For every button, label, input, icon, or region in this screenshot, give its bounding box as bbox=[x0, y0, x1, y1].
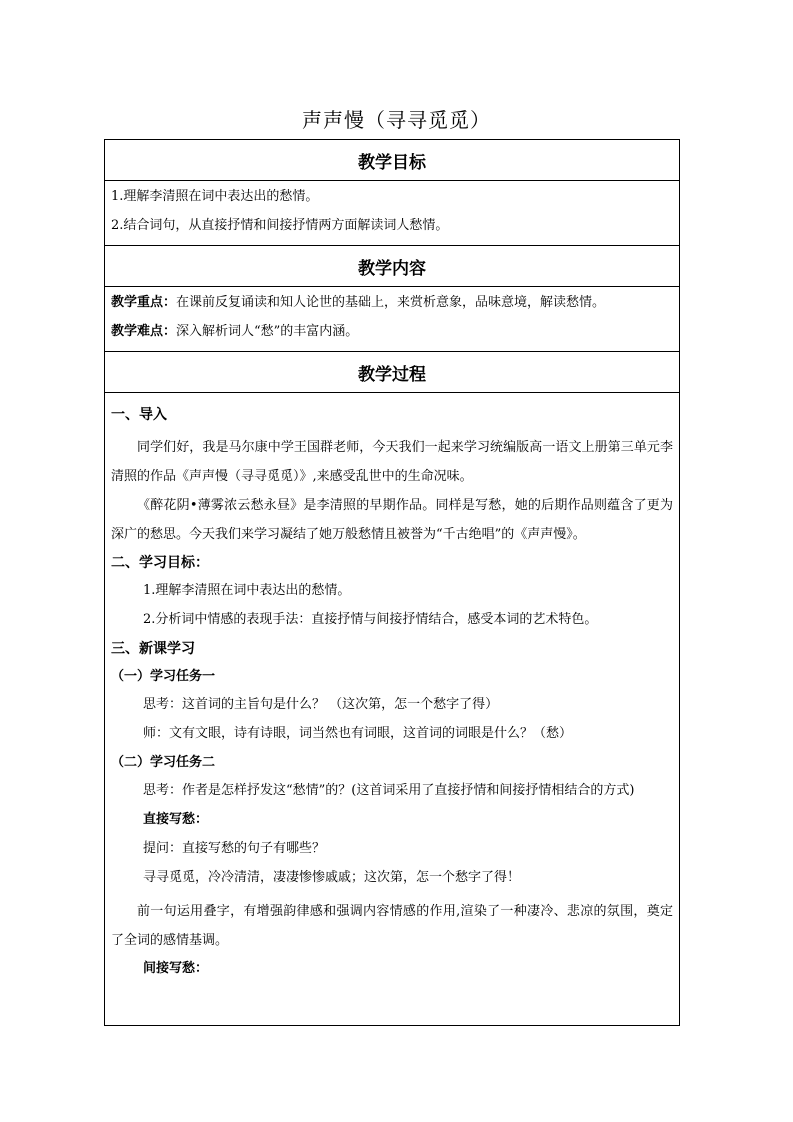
part2-title: 二、学习目标： bbox=[111, 555, 209, 571]
document-title: 声声慢（寻寻觅觅） bbox=[302, 108, 491, 132]
content-heading: 教学内容 bbox=[105, 246, 680, 287]
process-heading: 教学过程 bbox=[105, 352, 680, 393]
goal-item: 2.结合词句，从直接抒情和间接抒情两方面解读词人愁情。 bbox=[111, 218, 449, 233]
lesson-plan-table bbox=[104, 139, 680, 1026]
objective-item: 1.理解李清照在词中表达出的愁情。 bbox=[143, 583, 351, 598]
intro-paragraph: 同学们好，我是马尔康中学王国群老师，今天我们一起来学习统编版高一语文上册第三单元李清照的作品《声声慢（寻寻觅觅）》,来感受乱世中的生命况味。 bbox=[111, 440, 673, 484]
objective-item: 2.分析词中情感的表现手法：直接抒情与间接抒情结合，感受本词的艺术特色。 bbox=[143, 612, 598, 627]
task2-title: （二）学习任务二 bbox=[111, 755, 216, 770]
part1-title: 一、导入 bbox=[111, 407, 167, 423]
difficulty-label: 教学难点： bbox=[111, 324, 177, 339]
process-cell bbox=[105, 393, 680, 1026]
direct-title: 直接写愁： bbox=[143, 812, 209, 827]
goals-cell bbox=[105, 181, 680, 246]
intro-paragraph: 《醉花阴•薄雾浓云愁永昼》是李清照的早期作品。同样是写愁，她的后期作品则蕴含了更为深广的愁思。今天我们来学习凝结了她万般愁情且被誉为“千古绝唱”的《声声慢》。 bbox=[111, 498, 673, 542]
direct-paragraph: 前一句运用叠字，有增强韵律感和强调内容情感的作用,渲染了一种凄冷、悲凉的氛围，奠定了全词的感情基调。 bbox=[111, 904, 673, 948]
direct-question: 提问：直接写愁的句子有哪些？ bbox=[143, 841, 326, 856]
task1-question: 思考：这首词的主旨句是什么？ （这次第，怎一个愁字了得） bbox=[143, 697, 499, 712]
goal-item: 1.理解李清照在词中表达出的愁情。 bbox=[111, 189, 319, 204]
key-point-label: 教学重点： bbox=[111, 295, 177, 310]
difficulty-point bbox=[111, 322, 673, 341]
content-cell bbox=[105, 287, 680, 352]
task2-question: 思考：作者是怎样抒发这“愁情”的？(这首词采用了直接抒情和间接抒情相结合的方式) bbox=[143, 783, 635, 798]
direct-quote: 寻寻觅觅，冷冷清清，凄凄惨惨戚戚；这次第，怎一个愁字了得！ bbox=[143, 870, 521, 885]
indirect-title: 间接写愁： bbox=[143, 961, 209, 976]
key-point-text: 在课前反复诵读和知人论世的基础上，来赏析意象，品味意境，解读愁情。 bbox=[176, 295, 606, 310]
goals-heading: 教学目标 bbox=[105, 140, 680, 181]
task1-teacher: 师：文有文眼，诗有诗眼，词当然也有词眼，这首词的词眼是什么？（愁） bbox=[143, 726, 573, 741]
part3-title: 三、新课学习 bbox=[111, 641, 195, 657]
task1-title: （一）学习任务一 bbox=[111, 669, 216, 684]
key-point bbox=[111, 293, 673, 312]
difficulty-text: 深入解析词人“愁”的丰富内涵。 bbox=[176, 324, 359, 339]
